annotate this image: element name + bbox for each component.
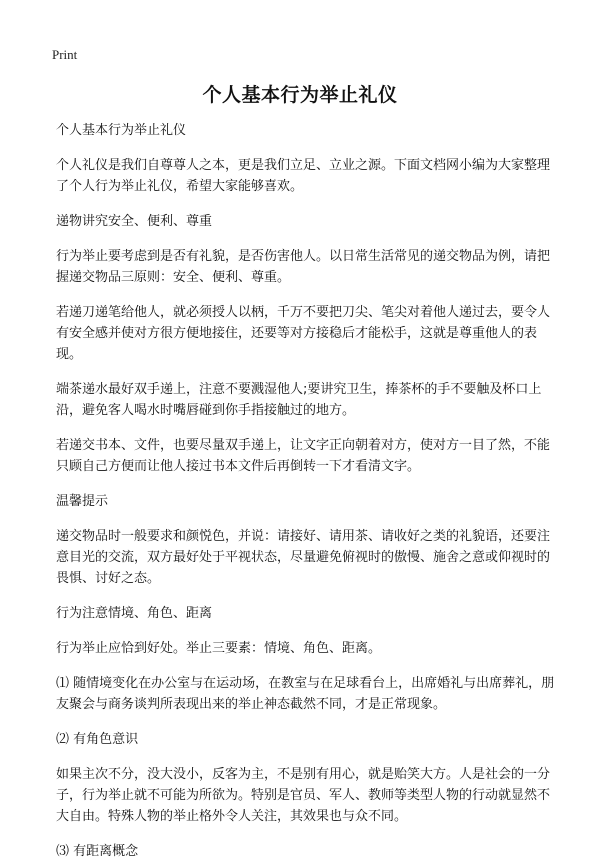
paragraph: 个人礼仪是我们自尊尊人之本，更是我们立足、立业之源。下面文档网小编为大家整理了个人行为举止礼仪，希望大家能够喜欢。 <box>56 158 551 194</box>
section-heading: 个人基本行为举止礼仪 <box>56 123 187 138</box>
paragraph: 递交物品时一般要求和颜悦色，并说：请接好、请用茶、请收好之类的礼貌语，还要注意目光的交流，双方最好处于平视状态，尽量避免俯视时的傲慢、施舍之意或仰视时的畏惧、讨好之态。 <box>56 529 551 586</box>
section-heading: ⑶ 有距离概念 <box>56 844 139 859</box>
paragraph: ⑴ 随情境变化在办公室与在运动场，在教室与在足球看台上，出席婚礼与出席葬礼，朋友聚会与商务谈判所表现出来的举止神态截然不同，才是正常现象。 <box>56 676 555 712</box>
page-title: 个人基本行为举止礼仪 <box>202 84 398 106</box>
paragraph: 端茶递水最好双手递上，注意不要溅湿他人;要讲究卫生，捧茶杯的手不要触及杯口上沿，避免客人喝水时嘴唇碰到你手指接触过的地方。 <box>56 382 542 418</box>
article-body <box>56 120 556 862</box>
paragraph: 若递刀递笔给他人，就必须授人以柄，千万不要把刀尖、笔尖对着他人递过去，要令人有安全感并使对方很方便地接住，还要等对方接稳后才能松手，这就是尊重他人的表现。 <box>56 305 551 362</box>
section-heading: ⑵ 有角色意识 <box>56 732 139 747</box>
paragraph: 行为举止应恰到好处。举止三要素：情境、角色、距离。 <box>56 641 382 656</box>
paragraph: 若递交书本、文件，也要尽量双手递上，让文字正向朝着对方，使对方一目了然，不能只顾自己方便而让他人接过书本文件后再倒转一下才看清文字。 <box>56 438 551 474</box>
print-link[interactable]: Print <box>52 47 78 62</box>
section-heading: 递物讲究安全、便利、尊重 <box>56 214 213 229</box>
section-heading: 温馨提示 <box>56 494 109 509</box>
section-heading: 行为注意情境、角色、距离 <box>56 606 213 621</box>
paragraph: 行为举止要考虑到是否有礼貌，是否伤害他人。以日常生活常见的递交物品为例，请把握递交物品三原则：安全、便利、尊重。 <box>56 249 551 285</box>
paragraph: 如果主次不分，没大没小，反客为主，不是别有用心，就是贻笑大方。人是社会的一分子，行为举止就不可能为所欲为。特别是官员、军人、教师等类型人物的行动就显然不大自由。特殊人物的举止格外令人关注，其效果也与众不同。 <box>56 767 551 824</box>
